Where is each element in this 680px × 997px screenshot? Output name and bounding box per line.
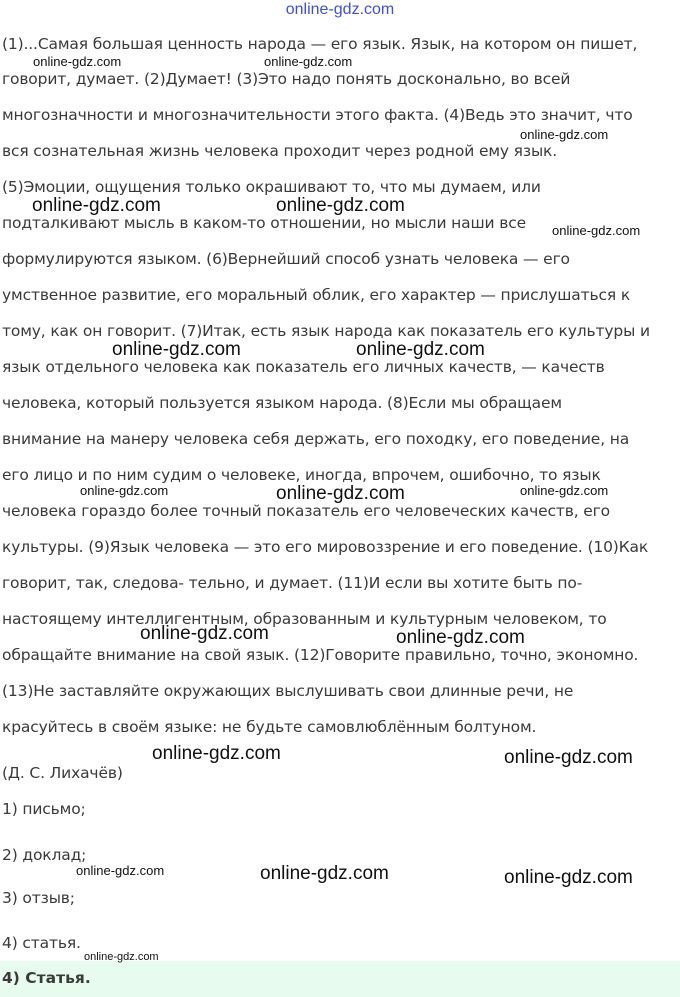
option-1: 1) письмо; (2, 800, 86, 818)
watermark: online-gdz.com (80, 483, 169, 498)
watermark: online-gdz.com (84, 951, 159, 963)
watermark: online-gdz.com (140, 623, 269, 644)
watermark: online-gdz.com (33, 54, 122, 69)
watermark: online-gdz.com (356, 339, 485, 360)
text-line-7: формулируются языком. (6)Вернейший способ узнать человека — его (2, 250, 570, 268)
author-line: (Д. С. Лихачёв) (2, 764, 123, 782)
text-line-4: вся сознательная жизнь человека проходит через родной ему язык. (2, 142, 558, 160)
watermark: online-gdz.com (112, 339, 241, 360)
text-line-2: говорит, думает. (2)Думает! (3)Это надо понять досконально, во всей (2, 70, 571, 88)
watermark: online-gdz.com (396, 627, 525, 648)
text-line-20: красуйтесь в своём языке: не будьте самовлюблённым болтуном. (2, 718, 537, 736)
text-line-1: (1)...Самая большая ценность народа — его язык. Язык, на котором он пишет, (2, 35, 638, 53)
answer-text: 4) Статья. (2, 969, 91, 987)
text-line-5: (5)Эмоции, ощущения только окрашивают то, что мы думаем, или (2, 178, 541, 196)
text-line-11: человека, который пользуется языком народа. (8)Если мы обращаем (2, 394, 562, 412)
text-line-15: культуры. (9)Язык человека — это его мировоззрение и его поведение. (10)Как (2, 538, 649, 556)
text-line-10: язык отдельного человека как показатель его личных качеств, — качеств (2, 358, 605, 376)
text-line-19: (13)Не заставляйте окружающих выслушивать свои длинные речи, не (2, 682, 574, 700)
watermark: online-gdz.com (520, 483, 609, 498)
watermark: online-gdz.com (152, 743, 281, 764)
text-line-13: его лицо и по ним судим о человеке, иногда, впрочем, ошибочно, то язык (2, 466, 601, 484)
watermark: online-gdz.com (552, 223, 641, 238)
watermark: online-gdz.com (260, 863, 389, 884)
header-watermark: online-gdz.com (285, 1, 395, 18)
text-line-14: человека гораздо более точный показатель его человеческих качеств, его (2, 502, 610, 520)
watermark: online-gdz.com (504, 867, 633, 888)
watermark: online-gdz.com (276, 195, 405, 216)
watermark: online-gdz.com (32, 195, 161, 216)
watermark: online-gdz.com (264, 54, 353, 69)
text-line-18: обращайте внимание на свой язык. (12)Говорите правильно, точно, экономно. (2, 646, 639, 664)
answer-highlight (0, 961, 680, 997)
option-2: 2) доклад; (2, 846, 87, 864)
watermark: online-gdz.com (276, 483, 405, 504)
watermark: online-gdz.com (76, 863, 165, 878)
text-line-8: умственное развитие, его моральный облик, его характер — прислушаться к (2, 286, 631, 304)
text-line-9: тому, как он говорит. (7)Итак, есть язык народа как показатель его культуры и (2, 322, 650, 340)
option-4: 4) статья. (2, 934, 81, 952)
watermark: online-gdz.com (520, 127, 609, 142)
text-line-3: многозначности и многозначительности этого факта. (4)Ведь это значит, что (2, 106, 633, 124)
text-line-12: внимание на манеру человека себя держать, его походку, его поведение, на (2, 430, 630, 448)
text-line-6: подталкивают мысль в каком-то отношении, но мысли наши все (2, 214, 526, 232)
text-line-16: говорит, так, следова- тельно, и думает. (11)И если вы хотите быть по- (2, 574, 583, 592)
watermark: online-gdz.com (504, 747, 633, 768)
text-line-17: настоящему интеллигентным, образованным и культурным человеком, то (2, 610, 607, 628)
option-3: 3) отзыв; (2, 889, 75, 907)
